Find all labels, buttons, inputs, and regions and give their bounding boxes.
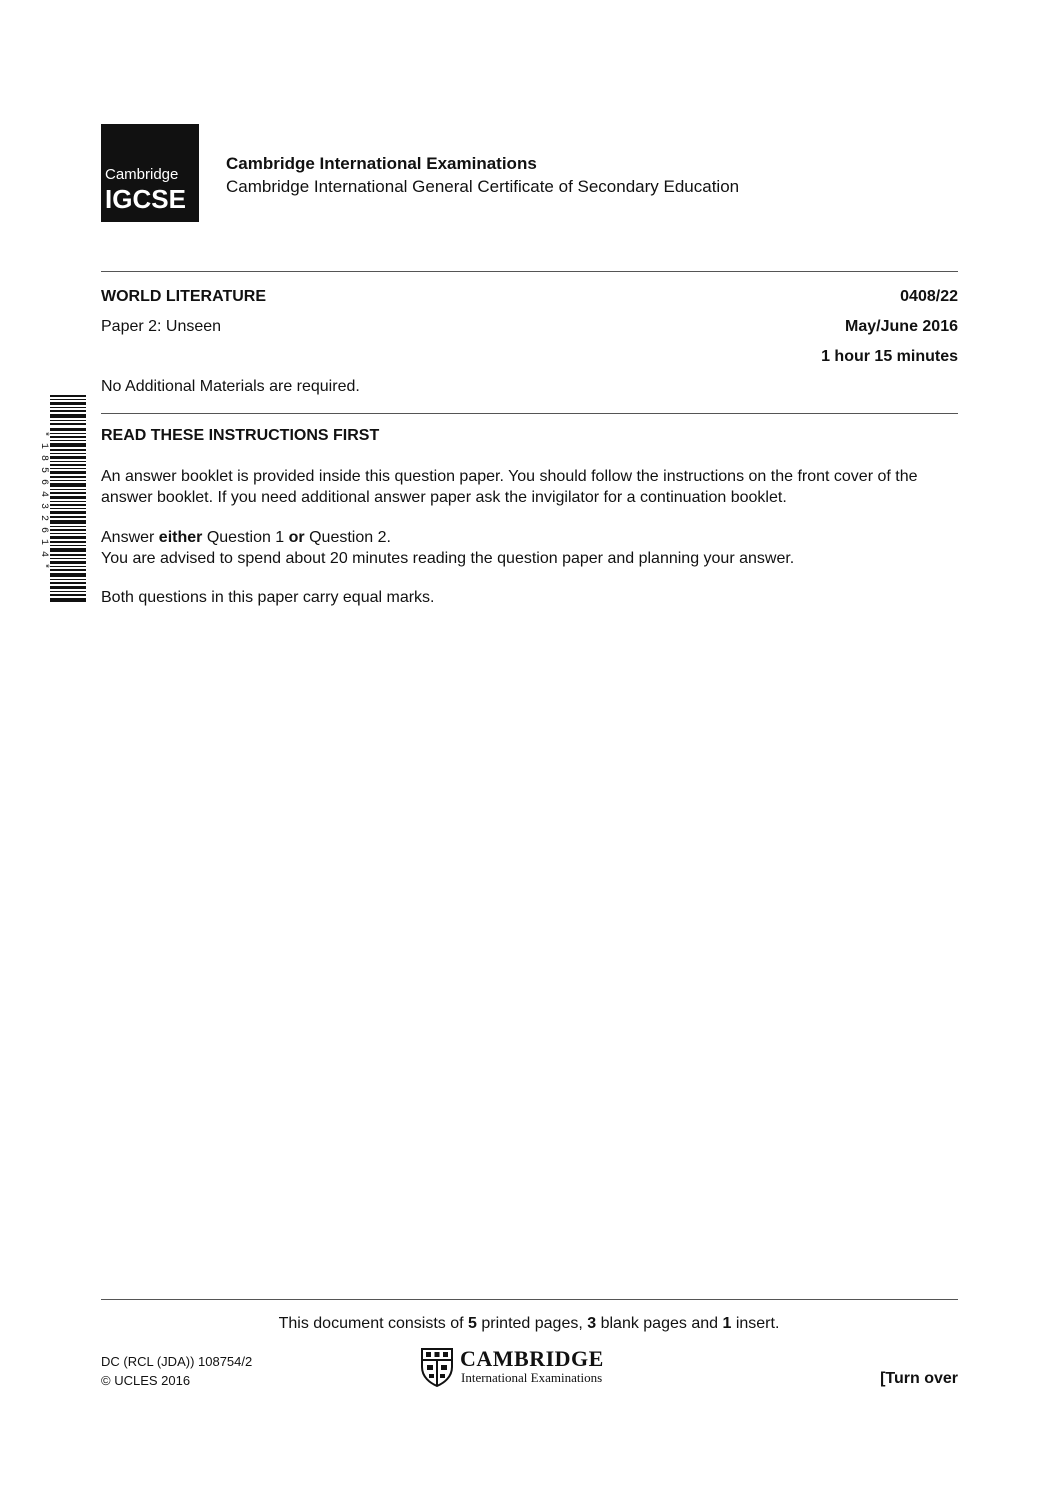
cambridge-crest-icon xyxy=(420,1347,454,1387)
logo-line-2: IGCSE xyxy=(105,184,186,214)
paper-title: Paper 2: Unseen xyxy=(101,318,222,335)
organisation-title: Cambridge International Examinations xyxy=(226,154,537,173)
header-divider xyxy=(101,271,958,272)
insert-suffix: insert. xyxy=(731,1315,780,1332)
instructions-heading: READ THESE INSTRUCTIONS FIRST xyxy=(101,427,380,444)
answer-either: either xyxy=(158,529,203,546)
instructions-answer-choice xyxy=(101,527,961,548)
document-reference: DC (RCL (JDA)) 108754/2 xyxy=(101,1354,253,1369)
answer-q1: Question 1 xyxy=(202,529,289,546)
printed-pages-count: 5 xyxy=(468,1315,477,1332)
barcode-number: * 1 8 5 6 4 3 2 6 1 4 * xyxy=(38,430,49,570)
blank-pages-count: 3 xyxy=(587,1315,597,1332)
page-count-prefix: This document consists of xyxy=(278,1315,469,1332)
materials-note: No Additional Materials are required. xyxy=(101,378,360,395)
footer-divider xyxy=(101,1299,958,1300)
turn-over-label: [Turn over xyxy=(880,1370,958,1387)
logo-line-1: Cambridge xyxy=(105,166,179,183)
instructions-timing: You are advised to spend about 20 minutes reading the question paper and planning your answer. xyxy=(101,550,795,567)
barcode xyxy=(36,395,88,605)
qualification-title: Cambridge International General Certificate of Secondary Education xyxy=(226,177,740,196)
blank-pages-suffix: blank pages and xyxy=(596,1315,723,1332)
answer-prefix: Answer xyxy=(101,529,159,546)
igcse-logo xyxy=(101,124,199,222)
answer-or: or xyxy=(288,529,305,546)
exam-duration: 1 hour 15 minutes xyxy=(821,348,958,365)
cambridge-wordmark: CAMBRIDGE xyxy=(460,1346,604,1371)
exam-session: May/June 2016 xyxy=(845,318,958,335)
answer-q2: Question 2. xyxy=(304,529,391,546)
copyright: © UCLES 2016 xyxy=(101,1373,191,1388)
subject-title: WORLD LITERATURE xyxy=(101,288,267,305)
instructions-divider xyxy=(101,413,958,414)
printed-pages-suffix: printed pages, xyxy=(476,1315,588,1332)
page-count-note xyxy=(0,1314,1058,1334)
instructions-paragraph-booklet: An answer booklet is provided inside this question paper. You should follow the instructions on the front cover of the answer booklet. If you need additional answer paper ask the invigilator for a continuation booklet. xyxy=(101,468,918,506)
cambridge-wordmark-subtitle: International Examinations xyxy=(461,1370,603,1385)
syllabus-code: 0408/22 xyxy=(900,288,958,305)
instructions-marks: Both questions in this paper carry equal marks. xyxy=(101,589,435,606)
insert-count: 1 xyxy=(722,1315,732,1332)
